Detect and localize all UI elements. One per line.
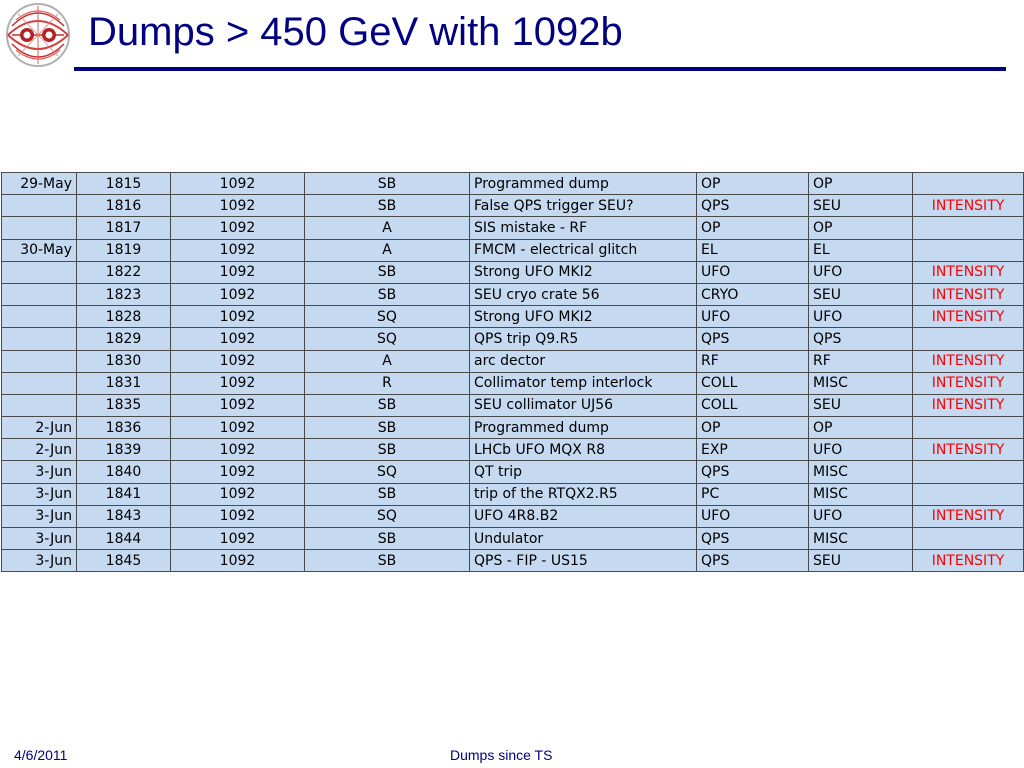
bunches-cell: 1092 bbox=[171, 261, 305, 283]
table-row bbox=[2, 417, 1024, 439]
bunches-cell: 1092 bbox=[171, 350, 305, 372]
footer-date: 4/6/2011 bbox=[14, 747, 68, 763]
table-row bbox=[2, 394, 1024, 416]
intensity-flag-cell: INTENSITY bbox=[913, 283, 1024, 305]
date-cell bbox=[2, 372, 77, 394]
beam-mode-cell: SB bbox=[305, 417, 470, 439]
date-cell bbox=[2, 195, 77, 217]
fill-number-cell: 1822 bbox=[77, 261, 171, 283]
table-row bbox=[2, 306, 1024, 328]
fill-number-cell: 1835 bbox=[77, 394, 171, 416]
category-cell: OP bbox=[697, 173, 809, 195]
lhc-ring-logo-icon bbox=[2, 2, 74, 68]
table-row bbox=[2, 217, 1024, 239]
beam-mode-cell: SQ bbox=[305, 461, 470, 483]
table-row bbox=[2, 173, 1024, 195]
fill-number-cell: 1831 bbox=[77, 372, 171, 394]
fill-number-cell: 1830 bbox=[77, 350, 171, 372]
beam-mode-cell: R bbox=[305, 372, 470, 394]
date-cell: 2-Jun bbox=[2, 439, 77, 461]
table-row bbox=[2, 283, 1024, 305]
intensity-flag-cell bbox=[913, 217, 1024, 239]
subcategory-cell: OP bbox=[809, 417, 913, 439]
beam-mode-cell: A bbox=[305, 239, 470, 261]
fill-number-cell: 1845 bbox=[77, 550, 171, 572]
table-row bbox=[2, 483, 1024, 505]
date-cell: 3-Jun bbox=[2, 528, 77, 550]
intensity-flag-cell: INTENSITY bbox=[913, 195, 1024, 217]
date-cell bbox=[2, 350, 77, 372]
date-cell bbox=[2, 306, 77, 328]
category-cell: QPS bbox=[697, 328, 809, 350]
bunches-cell: 1092 bbox=[171, 239, 305, 261]
date-cell: 30-May bbox=[2, 239, 77, 261]
category-cell: UFO bbox=[697, 261, 809, 283]
date-cell: 3-Jun bbox=[2, 461, 77, 483]
dump-cause-cell: QPS trip Q9.R5 bbox=[470, 328, 697, 350]
beam-mode-cell: SQ bbox=[305, 505, 470, 527]
intensity-flag-cell: INTENSITY bbox=[913, 394, 1024, 416]
beam-mode-cell: SB bbox=[305, 283, 470, 305]
fill-number-cell: 1829 bbox=[77, 328, 171, 350]
footer-title: Dumps since TS bbox=[450, 747, 553, 763]
intensity-flag-cell bbox=[913, 483, 1024, 505]
bunches-cell: 1092 bbox=[171, 306, 305, 328]
intensity-flag-cell: INTENSITY bbox=[913, 306, 1024, 328]
dumps-table bbox=[1, 172, 1024, 572]
date-cell: 3-Jun bbox=[2, 550, 77, 572]
beam-mode-cell: A bbox=[305, 217, 470, 239]
fill-number-cell: 1817 bbox=[77, 217, 171, 239]
table-row bbox=[2, 328, 1024, 350]
dump-cause-cell: Strong UFO MKI2 bbox=[470, 306, 697, 328]
intensity-flag-cell bbox=[913, 417, 1024, 439]
fill-number-cell: 1840 bbox=[77, 461, 171, 483]
bunches-cell: 1092 bbox=[171, 328, 305, 350]
category-cell: QPS bbox=[697, 528, 809, 550]
dump-cause-cell: False QPS trigger SEU? bbox=[470, 195, 697, 217]
date-cell bbox=[2, 217, 77, 239]
dump-cause-cell: QPS - FIP - US15 bbox=[470, 550, 697, 572]
bunches-cell: 1092 bbox=[171, 550, 305, 572]
bunches-cell: 1092 bbox=[171, 195, 305, 217]
beam-mode-cell: SB bbox=[305, 173, 470, 195]
dump-cause-cell: UFO 4R8.B2 bbox=[470, 505, 697, 527]
fill-number-cell: 1823 bbox=[77, 283, 171, 305]
bunches-cell: 1092 bbox=[171, 394, 305, 416]
beam-mode-cell: SB bbox=[305, 261, 470, 283]
category-cell: UFO bbox=[697, 306, 809, 328]
fill-number-cell: 1839 bbox=[77, 439, 171, 461]
intensity-flag-cell: INTENSITY bbox=[913, 350, 1024, 372]
bunches-cell: 1092 bbox=[171, 417, 305, 439]
subcategory-cell: OP bbox=[809, 217, 913, 239]
dump-cause-cell: Collimator temp interlock bbox=[470, 372, 697, 394]
subcategory-cell: QPS bbox=[809, 328, 913, 350]
category-cell: COLL bbox=[697, 372, 809, 394]
dump-cause-cell: arc dector bbox=[470, 350, 697, 372]
dumps-table-container bbox=[1, 172, 1023, 572]
subcategory-cell: SEU bbox=[809, 550, 913, 572]
category-cell: RF bbox=[697, 350, 809, 372]
category-cell: QPS bbox=[697, 195, 809, 217]
date-cell bbox=[2, 328, 77, 350]
bunches-cell: 1092 bbox=[171, 483, 305, 505]
date-cell bbox=[2, 261, 77, 283]
subcategory-cell: UFO bbox=[809, 306, 913, 328]
subcategory-cell: UFO bbox=[809, 505, 913, 527]
dumps-table-body bbox=[2, 173, 1024, 572]
beam-mode-cell: SB bbox=[305, 550, 470, 572]
dump-cause-cell: Programmed dump bbox=[470, 417, 697, 439]
subcategory-cell: UFO bbox=[809, 261, 913, 283]
beam-mode-cell: SB bbox=[305, 439, 470, 461]
date-cell bbox=[2, 283, 77, 305]
subcategory-cell: MISC bbox=[809, 483, 913, 505]
fill-number-cell: 1828 bbox=[77, 306, 171, 328]
dump-cause-cell: LHCb UFO MQX R8 bbox=[470, 439, 697, 461]
intensity-flag-cell: INTENSITY bbox=[913, 261, 1024, 283]
fill-number-cell: 1843 bbox=[77, 505, 171, 527]
dump-cause-cell: SIS mistake - RF bbox=[470, 217, 697, 239]
dump-cause-cell: Undulator bbox=[470, 528, 697, 550]
category-cell: QPS bbox=[697, 461, 809, 483]
subcategory-cell: UFO bbox=[809, 439, 913, 461]
table-row bbox=[2, 195, 1024, 217]
subcategory-cell: SEU bbox=[809, 283, 913, 305]
category-cell: COLL bbox=[697, 394, 809, 416]
beam-mode-cell: SQ bbox=[305, 306, 470, 328]
intensity-flag-cell: INTENSITY bbox=[913, 550, 1024, 572]
bunches-cell: 1092 bbox=[171, 439, 305, 461]
beam-mode-cell: SB bbox=[305, 528, 470, 550]
beam-mode-cell: SB bbox=[305, 195, 470, 217]
dump-cause-cell: SEU collimator UJ56 bbox=[470, 394, 697, 416]
subcategory-cell: SEU bbox=[809, 394, 913, 416]
table-row bbox=[2, 439, 1024, 461]
fill-number-cell: 1815 bbox=[77, 173, 171, 195]
dump-cause-cell: Strong UFO MKI2 bbox=[470, 261, 697, 283]
table-row bbox=[2, 461, 1024, 483]
intensity-flag-cell: INTENSITY bbox=[913, 505, 1024, 527]
subcategory-cell: RF bbox=[809, 350, 913, 372]
bunches-cell: 1092 bbox=[171, 505, 305, 527]
table-row bbox=[2, 550, 1024, 572]
bunches-cell: 1092 bbox=[171, 173, 305, 195]
fill-number-cell: 1816 bbox=[77, 195, 171, 217]
category-cell: EXP bbox=[697, 439, 809, 461]
intensity-flag-cell bbox=[913, 461, 1024, 483]
category-cell: OP bbox=[697, 417, 809, 439]
subcategory-cell: MISC bbox=[809, 528, 913, 550]
table-row bbox=[2, 239, 1024, 261]
intensity-flag-cell: INTENSITY bbox=[913, 439, 1024, 461]
date-cell: 3-Jun bbox=[2, 505, 77, 527]
dump-cause-cell: QT trip bbox=[470, 461, 697, 483]
intensity-flag-cell: INTENSITY bbox=[913, 372, 1024, 394]
subcategory-cell: MISC bbox=[809, 461, 913, 483]
bunches-cell: 1092 bbox=[171, 461, 305, 483]
table-row bbox=[2, 261, 1024, 283]
subcategory-cell: EL bbox=[809, 239, 913, 261]
fill-number-cell: 1819 bbox=[77, 239, 171, 261]
beam-mode-cell: A bbox=[305, 350, 470, 372]
beam-mode-cell: SB bbox=[305, 483, 470, 505]
title-underline bbox=[74, 67, 1006, 71]
dump-cause-cell: trip of the RTQX2.R5 bbox=[470, 483, 697, 505]
category-cell: EL bbox=[697, 239, 809, 261]
beam-mode-cell: SB bbox=[305, 394, 470, 416]
bunches-cell: 1092 bbox=[171, 528, 305, 550]
category-cell: QPS bbox=[697, 550, 809, 572]
intensity-flag-cell bbox=[913, 528, 1024, 550]
dump-cause-cell: Programmed dump bbox=[470, 173, 697, 195]
bunches-cell: 1092 bbox=[171, 217, 305, 239]
fill-number-cell: 1841 bbox=[77, 483, 171, 505]
slide-title: Dumps > 450 GeV with 1092b bbox=[88, 10, 623, 54]
intensity-flag-cell bbox=[913, 328, 1024, 350]
subcategory-cell: SEU bbox=[809, 195, 913, 217]
table-row bbox=[2, 350, 1024, 372]
category-cell: CRYO bbox=[697, 283, 809, 305]
bunches-cell: 1092 bbox=[171, 283, 305, 305]
category-cell: OP bbox=[697, 217, 809, 239]
date-cell: 29-May bbox=[2, 173, 77, 195]
table-row bbox=[2, 528, 1024, 550]
subcategory-cell: MISC bbox=[809, 372, 913, 394]
table-row bbox=[2, 372, 1024, 394]
dump-cause-cell: FMCM - electrical glitch bbox=[470, 239, 697, 261]
date-cell bbox=[2, 394, 77, 416]
category-cell: PC bbox=[697, 483, 809, 505]
date-cell: 3-Jun bbox=[2, 483, 77, 505]
beam-mode-cell: SQ bbox=[305, 328, 470, 350]
bunches-cell: 1092 bbox=[171, 372, 305, 394]
category-cell: UFO bbox=[697, 505, 809, 527]
fill-number-cell: 1844 bbox=[77, 528, 171, 550]
fill-number-cell: 1836 bbox=[77, 417, 171, 439]
intensity-flag-cell bbox=[913, 239, 1024, 261]
date-cell: 2-Jun bbox=[2, 417, 77, 439]
intensity-flag-cell bbox=[913, 173, 1024, 195]
subcategory-cell: OP bbox=[809, 173, 913, 195]
table-row bbox=[2, 505, 1024, 527]
dump-cause-cell: SEU cryo crate 56 bbox=[470, 283, 697, 305]
